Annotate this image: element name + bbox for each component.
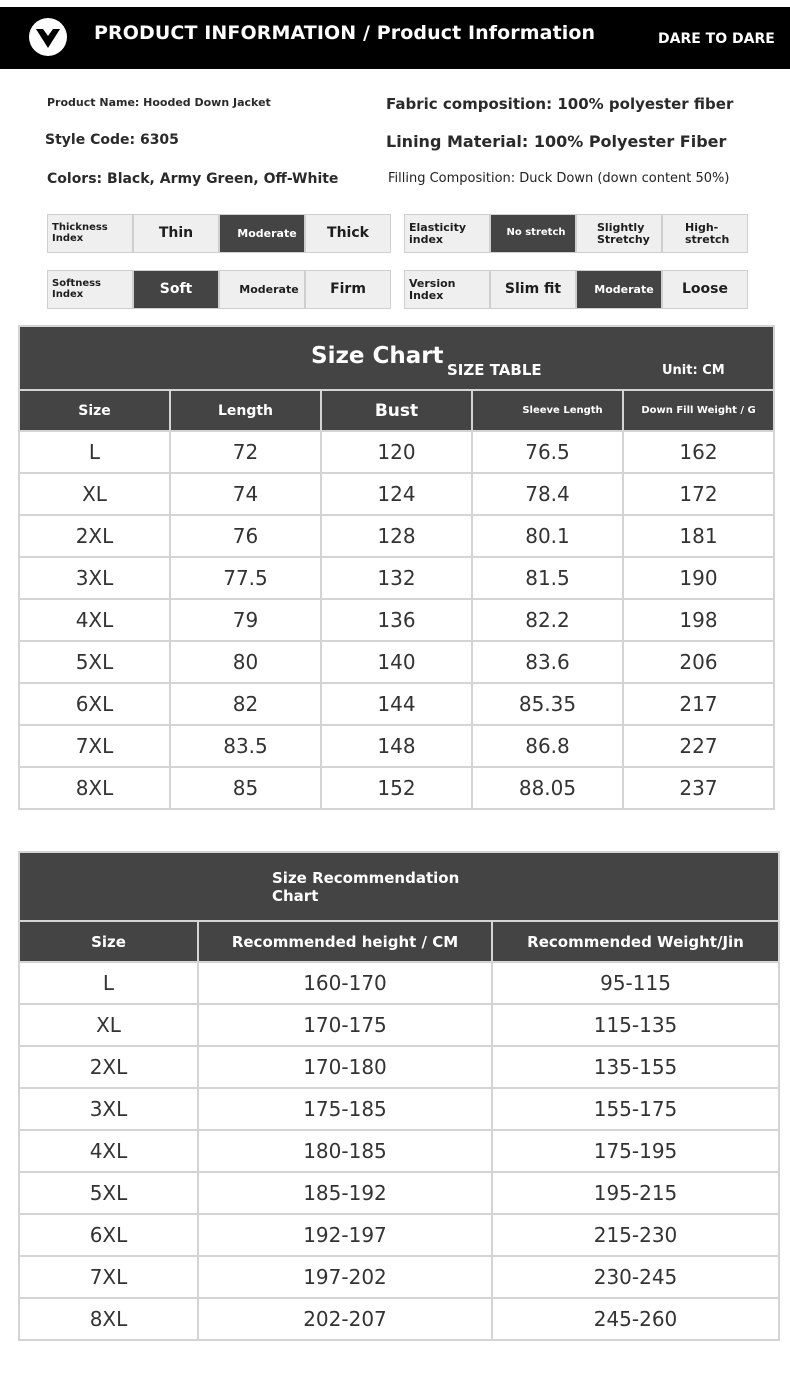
cell-height: 170-180 xyxy=(198,1046,492,1088)
cell-weight: 95-115 xyxy=(492,962,779,1004)
cell-size: XL xyxy=(19,473,170,515)
table-row xyxy=(19,1046,779,1088)
v-chevron-circle-logo-icon xyxy=(29,18,67,56)
table-row xyxy=(19,599,774,641)
cell-height: 180-185 xyxy=(198,1130,492,1172)
softness-option-firm: Firm xyxy=(306,271,390,308)
cell-size: 6XL xyxy=(19,1214,198,1256)
cell-size: 5XL xyxy=(19,641,170,683)
cell-fill: 237 xyxy=(623,767,774,809)
size-chart-header-row xyxy=(19,390,774,431)
recommendation-header-row xyxy=(19,921,779,962)
fabric-composition: Fabric composition: 100% polyester fiber xyxy=(386,95,734,113)
cell-fill: 206 xyxy=(623,641,774,683)
softness-index xyxy=(47,270,391,309)
version-option-loose: Loose xyxy=(663,271,747,308)
thickness-option-moderate-selected: Moderate xyxy=(220,215,304,252)
cell-bust: 152 xyxy=(321,767,472,809)
cell-bust: 124 xyxy=(321,473,472,515)
version-option-slim-fit: Slim fit xyxy=(491,271,575,308)
cell-bust: 136 xyxy=(321,599,472,641)
table-row xyxy=(19,767,774,809)
size-chart-title-bar xyxy=(19,326,774,390)
column-header-sleeve-length: Sleeve Length xyxy=(472,390,623,431)
table-row xyxy=(19,1214,779,1256)
cell-size: 5XL xyxy=(19,1172,198,1214)
column-header-recommended-weight: Recommended Weight/Jin xyxy=(492,921,779,962)
column-header-length: Length xyxy=(170,390,321,431)
table-row xyxy=(19,557,774,599)
table-row xyxy=(19,1256,779,1298)
column-header-bust: Bust xyxy=(321,390,472,431)
elasticity-index-label: Elasticity index xyxy=(405,215,489,252)
cell-size: L xyxy=(19,431,170,473)
cell-sleeve: 83.6 xyxy=(472,641,623,683)
cell-length: 85 xyxy=(170,767,321,809)
thickness-index-label: Thickness Index xyxy=(48,215,132,252)
cell-weight: 155-175 xyxy=(492,1088,779,1130)
table-row xyxy=(19,1088,779,1130)
cell-size: L xyxy=(19,962,198,1004)
thickness-index xyxy=(47,214,391,253)
table-row xyxy=(19,515,774,557)
elasticity-option-slightly-stretchy: Slightly Stretchy xyxy=(577,215,661,252)
recommendation-title-bar xyxy=(19,852,779,921)
cell-height: 170-175 xyxy=(198,1004,492,1046)
cell-height: 192-197 xyxy=(198,1214,492,1256)
cell-sleeve: 88.05 xyxy=(472,767,623,809)
recommendation-title: Size Recommendation Chart xyxy=(272,869,460,905)
size-recommendation-table xyxy=(18,851,780,1341)
cell-size: 4XL xyxy=(19,1130,198,1172)
cell-size: 8XL xyxy=(19,767,170,809)
cell-length: 76 xyxy=(170,515,321,557)
table-row xyxy=(19,962,779,1004)
cell-bust: 132 xyxy=(321,557,472,599)
cell-size: XL xyxy=(19,1004,198,1046)
cell-height: 202-207 xyxy=(198,1298,492,1340)
column-header-size: Size xyxy=(19,921,198,962)
elasticity-option-high-stretch: High-stretch xyxy=(663,215,747,252)
cell-fill: 190 xyxy=(623,557,774,599)
cell-length: 82 xyxy=(170,683,321,725)
table-row xyxy=(19,1130,779,1172)
cell-weight: 135-155 xyxy=(492,1046,779,1088)
elasticity-option-no-stretch-selected: No stretch xyxy=(491,215,575,252)
cell-weight: 175-195 xyxy=(492,1130,779,1172)
cell-length: 83.5 xyxy=(170,725,321,767)
size-chart-table xyxy=(18,325,775,810)
cell-weight: 195-215 xyxy=(492,1172,779,1214)
cell-size: 7XL xyxy=(19,725,170,767)
column-header-down-fill-weight: Down Fill Weight / G xyxy=(623,390,774,431)
cell-length: 72 xyxy=(170,431,321,473)
style-code: Style Code: 6305 xyxy=(45,132,179,148)
cell-weight: 215-230 xyxy=(492,1214,779,1256)
table-row xyxy=(19,1298,779,1340)
cell-weight: 245-260 xyxy=(492,1298,779,1340)
table-row xyxy=(19,1004,779,1046)
cell-sleeve: 85.35 xyxy=(472,683,623,725)
table-row xyxy=(19,683,774,725)
cell-weight: 115-135 xyxy=(492,1004,779,1046)
cell-fill: 198 xyxy=(623,599,774,641)
cell-sleeve: 81.5 xyxy=(472,557,623,599)
cell-fill: 227 xyxy=(623,725,774,767)
lining-material: Lining Material: 100% Polyester Fiber xyxy=(386,132,727,151)
cell-sleeve: 82.2 xyxy=(472,599,623,641)
size-chart-subtitle: SIZE TABLE xyxy=(447,361,542,379)
cell-sleeve: 86.8 xyxy=(472,725,623,767)
size-chart-unit: Unit: CM xyxy=(662,363,725,378)
cell-length: 77.5 xyxy=(170,557,321,599)
table-row xyxy=(19,725,774,767)
table-row xyxy=(19,431,774,473)
table-row xyxy=(19,641,774,683)
softness-index-label: Softness Index xyxy=(48,271,132,308)
cell-height: 160-170 xyxy=(198,962,492,1004)
cell-size: 4XL xyxy=(19,599,170,641)
colors: Colors: Black, Army Green, Off-White xyxy=(47,171,339,187)
thickness-option-thin: Thin xyxy=(134,215,218,252)
version-option-moderate-selected: Moderate xyxy=(577,271,661,308)
cell-bust: 144 xyxy=(321,683,472,725)
cell-fill: 172 xyxy=(623,473,774,515)
version-index-label: Version Index xyxy=(405,271,489,308)
cell-height: 197-202 xyxy=(198,1256,492,1298)
table-row xyxy=(19,473,774,515)
cell-fill: 181 xyxy=(623,515,774,557)
cell-size: 2XL xyxy=(19,1046,198,1088)
cell-bust: 120 xyxy=(321,431,472,473)
table-row xyxy=(19,1172,779,1214)
cell-fill: 162 xyxy=(623,431,774,473)
product-name: Product Name: Hooded Down Jacket xyxy=(47,96,271,109)
cell-sleeve: 80.1 xyxy=(472,515,623,557)
softness-option-soft-selected: Soft xyxy=(134,271,218,308)
cell-height: 175-185 xyxy=(198,1088,492,1130)
cell-bust: 148 xyxy=(321,725,472,767)
cell-bust: 128 xyxy=(321,515,472,557)
thickness-option-thick: Thick xyxy=(306,215,390,252)
cell-fill: 217 xyxy=(623,683,774,725)
cell-height: 185-192 xyxy=(198,1172,492,1214)
cell-weight: 230-245 xyxy=(492,1256,779,1298)
cell-size: 6XL xyxy=(19,683,170,725)
column-header-recommended-height: Recommended height / CM xyxy=(198,921,492,962)
version-index xyxy=(404,270,748,309)
softness-option-moderate: Moderate xyxy=(220,271,304,308)
cell-size: 3XL xyxy=(19,557,170,599)
column-header-size: Size xyxy=(19,390,170,431)
cell-length: 80 xyxy=(170,641,321,683)
filling-composition: Filling Composition: Duck Down (down content 50%) xyxy=(388,171,730,186)
brand-slogan: DARE TO DARE xyxy=(658,31,775,47)
top-banner xyxy=(0,7,790,69)
elasticity-index xyxy=(404,214,748,253)
cell-size: 8XL xyxy=(19,1298,198,1340)
cell-sleeve: 78.4 xyxy=(472,473,623,515)
size-chart-title: Size Chart xyxy=(311,343,444,369)
cell-length: 74 xyxy=(170,473,321,515)
page-title: PRODUCT INFORMATION / Product Information xyxy=(94,22,596,44)
cell-bust: 140 xyxy=(321,641,472,683)
cell-size: 2XL xyxy=(19,515,170,557)
cell-size: 3XL xyxy=(19,1088,198,1130)
cell-sleeve: 76.5 xyxy=(472,431,623,473)
cell-size: 7XL xyxy=(19,1256,198,1298)
cell-length: 79 xyxy=(170,599,321,641)
